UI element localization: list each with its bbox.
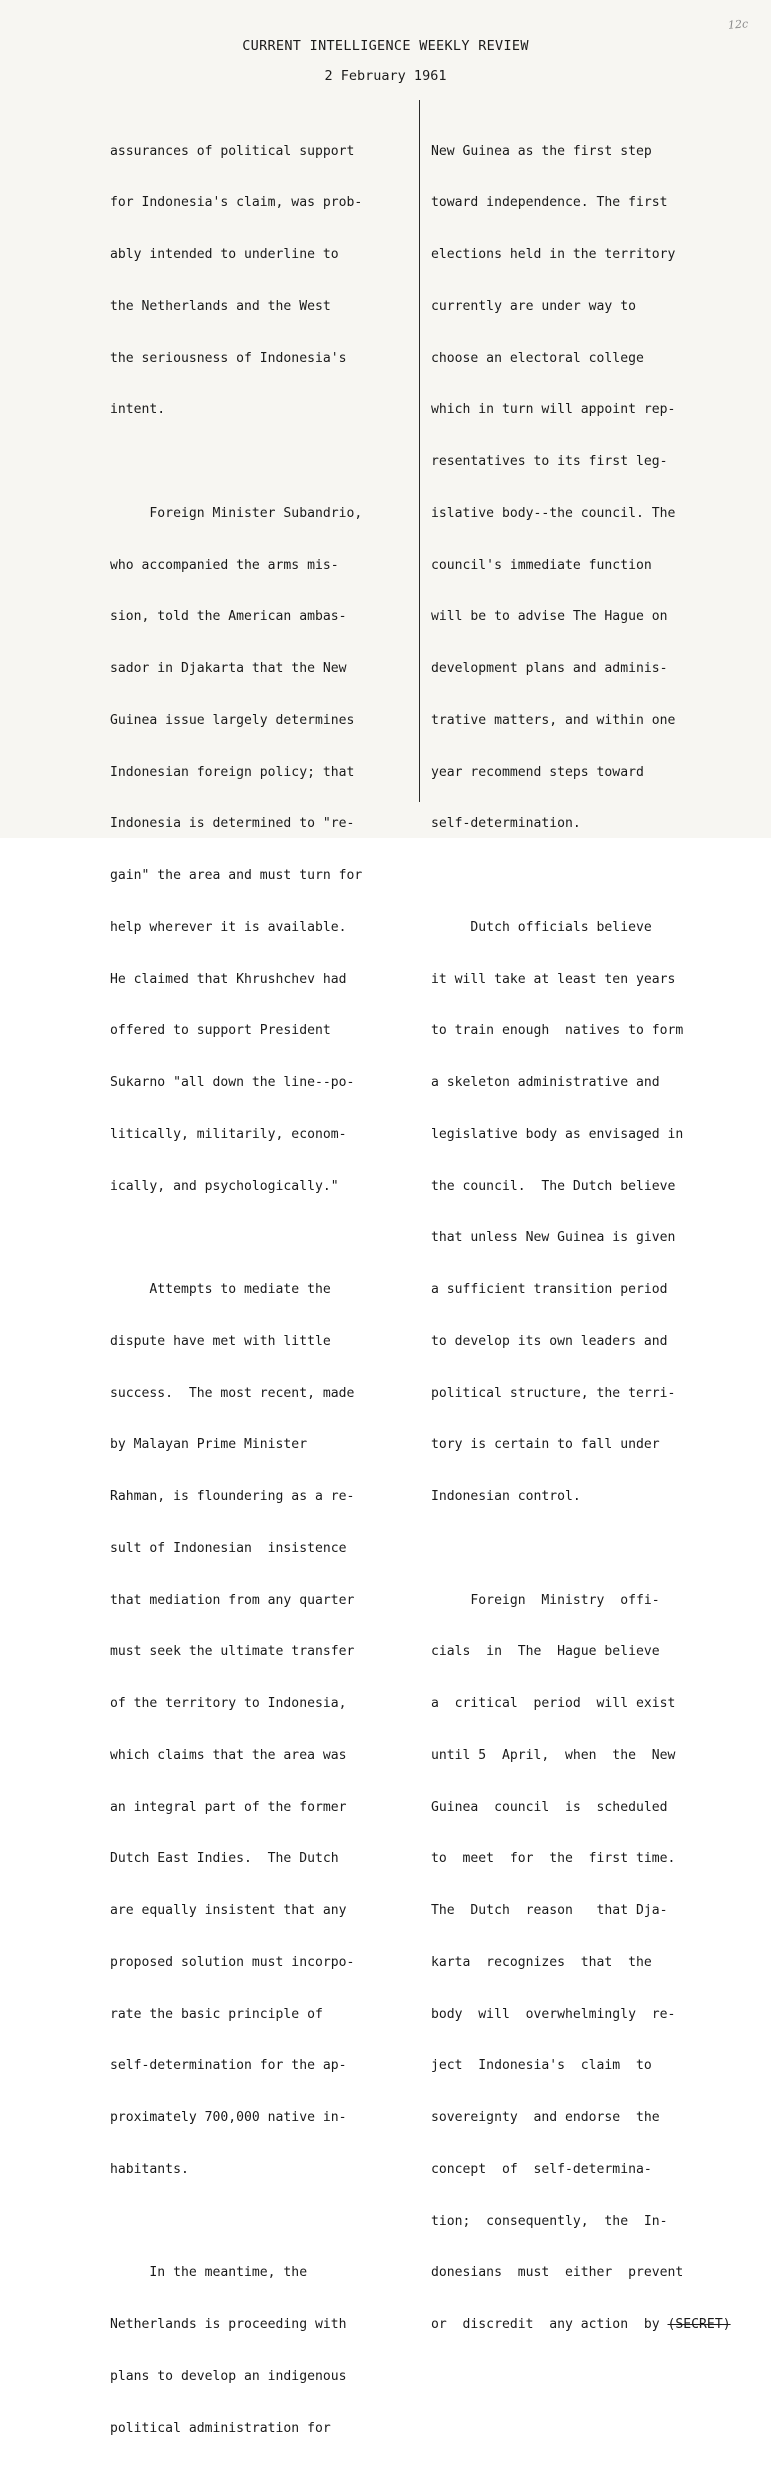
text-line: to train enough natives to form <box>431 1023 684 1039</box>
text-line: by Malayan Prime Minister <box>110 1437 308 1453</box>
text-line: that mediation from any quarter <box>110 1592 355 1608</box>
text-line: Attempts to mediate the <box>110 1282 331 1297</box>
text-line: must seek the ultimate transfer <box>110 1644 355 1660</box>
text-line: Guinea issue largely determines <box>110 712 355 728</box>
text-line: to meet for the first time. <box>431 1851 676 1867</box>
text-line: sador in Djakarta that the New <box>110 661 347 676</box>
text-line: karta recognizes that the <box>431 1954 652 1970</box>
right-text-column <box>431 108 731 2368</box>
text-line: In the meantime, the <box>110 2265 308 2281</box>
text-line: tory is certain to fall under <box>431 1437 660 1453</box>
text-line: Guinea council is scheduled <box>431 1799 668 1815</box>
text-line: Indonesian foreign policy; that <box>110 764 355 780</box>
text-line: are equally insistent that any <box>110 1903 347 1918</box>
text-line: offered to support President <box>110 1023 331 1039</box>
text-line: which claims that the area was <box>110 1747 347 1763</box>
left-text-column <box>110 108 362 2471</box>
text-line: donesians must either prevent <box>431 2265 684 2281</box>
text-line: plans to develop an indigenous <box>110 2368 347 2384</box>
text-line: dispute have met with little <box>110 1333 331 1349</box>
classification-marking: (SECRET) <box>667 2317 731 2332</box>
text-line: success. The most recent, made <box>110 1385 355 1401</box>
text-line: Foreign Minister Subandrio, <box>110 505 363 521</box>
text-line: gain" the area and must turn for <box>110 868 363 883</box>
text-line: of the territory to Indonesia, <box>110 1696 347 1711</box>
text-line: rate the basic principle of <box>110 2006 323 2022</box>
page-number-mark: 12c <box>727 17 749 32</box>
text-line: a sufficient transition period <box>431 1282 668 1297</box>
text-line: sion, told the American ambas- <box>110 609 347 625</box>
text-line: The Dutch reason that Dja- <box>431 1903 668 1918</box>
text-line: proposed solution must incorpo- <box>110 1954 355 1970</box>
text-line: Netherlands is proceeding with <box>110 2317 347 2332</box>
text-line: for Indonesia's claim, was prob- <box>110 195 363 211</box>
text-line: Indonesian control. <box>431 1489 581 1504</box>
text-line: choose an electoral college <box>431 350 644 366</box>
text-line: elections held in the territory <box>431 247 676 262</box>
text-line: which in turn will appoint rep- <box>431 402 676 418</box>
report-title: CURRENT INTELLIGENCE WEEKLY REVIEW <box>242 38 529 54</box>
text-line: currently are under way to <box>431 298 636 314</box>
text-line: ically, and psychologically." <box>110 1178 339 1194</box>
text-line: until 5 April, when the New <box>431 1747 676 1763</box>
text-line: sult of Indonesian insistence <box>110 1540 347 1556</box>
report-date: 2 February 1961 <box>324 68 447 84</box>
text-line: council's immediate function <box>431 557 652 573</box>
text-line: Foreign Ministry offi- <box>431 1592 660 1608</box>
text-line: the seriousness of Indonesia's <box>110 350 347 366</box>
text-line: Dutch officials believe <box>431 919 652 935</box>
text-line: will be to advise The Hague on <box>431 609 668 625</box>
text-line: cials in The Hague believe <box>431 1644 660 1660</box>
text-line: concept of self-determina- <box>431 2161 652 2177</box>
text-line <box>110 1229 362 1246</box>
text-line <box>110 453 362 470</box>
text-line: intent. <box>110 402 166 418</box>
text-line <box>110 2213 362 2230</box>
text-line: tion; consequently, the In- <box>431 2213 668 2229</box>
text-line: islative body--the council. The <box>431 505 676 521</box>
text-line: self-determination for the ap- <box>110 2058 347 2074</box>
text-line: or discredit any action by <box>431 2317 660 2332</box>
text-line: that unless New Guinea is given <box>431 1230 676 1246</box>
text-line: Sukarno "all down the line--po- <box>110 1075 355 1090</box>
text-line: toward independence. The first <box>431 195 668 211</box>
text-line: sovereignty and endorse the <box>431 2110 660 2125</box>
text-line: political administration for <box>110 2420 331 2436</box>
text-line: development plans and adminis- <box>431 661 668 676</box>
text-line: help wherever it is available. <box>110 919 347 935</box>
text-line: habitants. <box>110 2161 189 2177</box>
text-line: resentatives to its first leg- <box>431 454 668 469</box>
text-line: it will take at least ten years <box>431 971 676 987</box>
text-line: to develop its own leaders and <box>431 1333 668 1349</box>
text-line: political structure, the terri- <box>431 1385 676 1401</box>
text-line: legislative body as envisaged in <box>431 1126 684 1142</box>
text-line: who accompanied the arms mis- <box>110 557 339 573</box>
text-line: He claimed that Khrushchev had <box>110 971 347 987</box>
final-text-line <box>431 2316 731 2333</box>
text-line: Indonesia is determined to "re- <box>110 816 355 832</box>
text-line: trative matters, and within one <box>431 712 676 728</box>
text-line: body will overwhelmingly re- <box>431 2006 676 2022</box>
text-line: ably intended to underline to <box>110 247 339 262</box>
text-line: the council. The Dutch believe <box>431 1178 676 1194</box>
text-line: a critical period will exist <box>431 1696 676 1711</box>
column-divider <box>419 100 420 802</box>
text-line: year recommend steps toward <box>431 764 644 780</box>
text-line: a skeleton administrative and <box>431 1075 660 1090</box>
text-line: New Guinea as the first step <box>431 143 652 159</box>
text-line: ject Indonesia's claim to <box>431 2058 652 2074</box>
text-line: litically, militarily, econom- <box>110 1126 347 1142</box>
text-line: the Netherlands and the West <box>110 298 331 314</box>
text-line: proximately 700,000 native in- <box>110 2110 347 2125</box>
text-line: assurances of political support <box>110 143 355 159</box>
text-line: self-determination. <box>431 816 581 832</box>
text-line <box>431 1540 731 1557</box>
text-line: Dutch East Indies. The Dutch <box>110 1851 339 1867</box>
text-line: an integral part of the former <box>110 1799 347 1815</box>
text-line <box>431 867 731 884</box>
text-line: Rahman, is floundering as a re- <box>110 1489 355 1504</box>
